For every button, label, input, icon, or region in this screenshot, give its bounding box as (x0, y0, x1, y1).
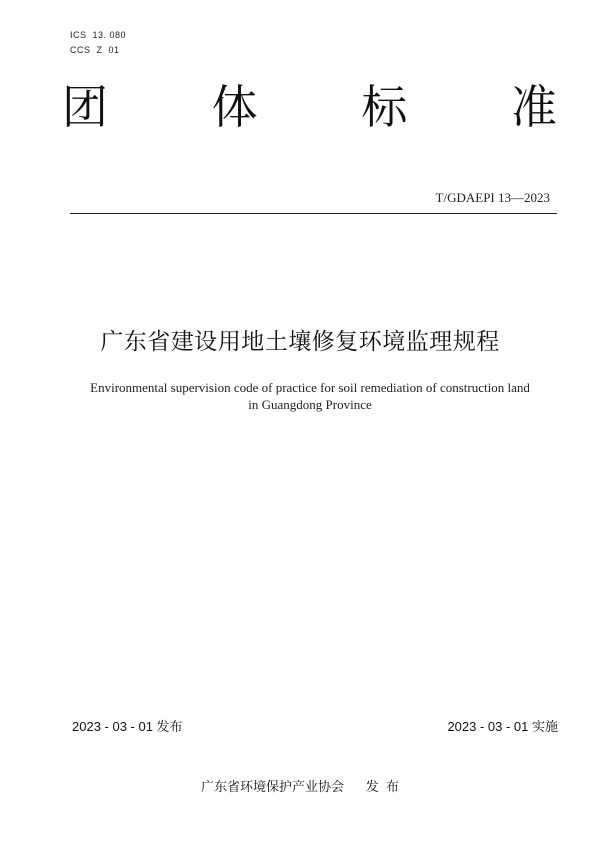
document-title-chinese: 广东省建设用地土壤修复环境监理规程 (100, 329, 500, 355)
ccs-code: CCS Z 01 (70, 45, 120, 55)
category-char-1: 团 (62, 80, 108, 134)
publisher-line: 广东省环境保护产业协会 发 布 (201, 779, 399, 794)
standard-category-heading (62, 78, 557, 136)
category-char-2: 体 (211, 80, 258, 134)
english-title-line-1: Environmental supervision code of practice for soil remediation of construction land (90, 380, 530, 395)
ics-code: ICS 13. 080 (70, 30, 127, 40)
standard-number: T/GDAEPI 13—2023 (435, 190, 550, 205)
english-title-line-2: in Guangdong Province (248, 397, 372, 412)
issue-date: 2023 - 03 - 01 发布 (72, 719, 183, 734)
header-divider (70, 213, 557, 214)
classification-codes (70, 28, 126, 58)
document-title-english (40, 379, 580, 413)
implementation-date: 2023 - 03 - 01 实施 (447, 719, 558, 734)
category-char-4: 准 (510, 80, 557, 134)
category-char-3: 标 (361, 80, 408, 134)
